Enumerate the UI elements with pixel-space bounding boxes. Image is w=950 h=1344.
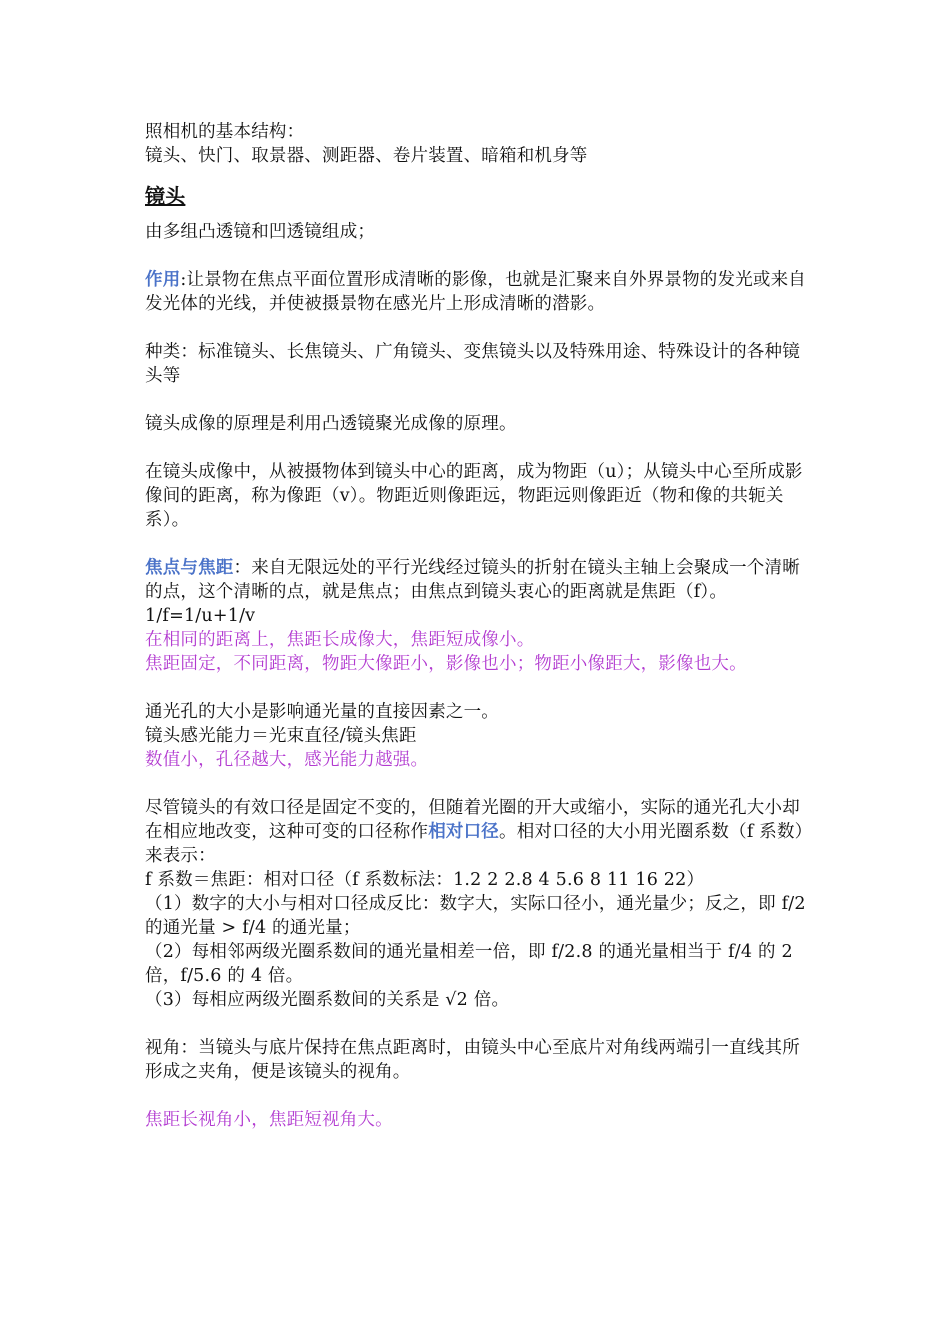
angle-note: 焦距长视角小，焦距短视角大。	[145, 1110, 393, 1130]
focus-paragraph	[145, 556, 810, 604]
focus-formula: 1/f=1/u+1/v	[145, 606, 256, 626]
focus-text: ：来自无限远处的平行光线经过镜头的折射在镜头主轴上会聚成一个清晰的点，这个清晰的点，就是焦点；由焦点到镜头衷心的距离就是焦距（f）。	[145, 558, 800, 602]
function-text: :让景物在焦点平面位置形成清晰的影像，也就是汇聚来自外界景物的发光或来自发光体的光线，并使被摄景物在感光片上形成清晰的潜影。	[145, 270, 806, 314]
focus-label: 焦点与焦距	[145, 558, 234, 578]
types-paragraph: 种类：标准镜头、长焦镜头、广角镜头、变焦镜头以及特殊用途、特殊设计的各种镜头等	[145, 342, 800, 386]
intro-line-1: 照相机的基本结构：	[145, 122, 305, 142]
composition-paragraph: 由多组凸透镜和凹透镜组成；	[145, 222, 376, 242]
rule-item-1: （1）数字的大小与相对口径成反比：数字大，实际口径小，通光量少；反之，即 f/2 的通光量 > f/4 的通光量；	[145, 894, 806, 938]
intro-line-2: 镜头、快门、取景器、测距器、卷片装置、暗箱和机身等	[145, 146, 588, 166]
function-label: 作用	[145, 270, 181, 290]
distance-paragraph: 在镜头成像中，从被摄物体到镜头中心的距离，成为物距（u）；从镜头中心至所成影像间的距离，称为像距（v）。物距近则像距远，物距远则像距近（物和像的共轭关系）。	[145, 462, 803, 530]
relative-aperture-paragraph	[145, 796, 810, 868]
focus-note-2: 焦距固定，不同距离，物距大像距小，影像也小；物距小像距大，影像也大。	[145, 654, 747, 674]
relative-text-after: 。相对口径的大小用光圈系数（f 系数）来表示：	[145, 822, 804, 866]
f-number-formula: f 系数＝焦距：相对口径（f 系数标法：1.2 2 2.8 4 5.6 8 11 16 22）	[145, 870, 705, 890]
aperture-note: 数值小，孔径越大，感光能力越强。	[145, 750, 429, 770]
section-heading: 镜头	[145, 184, 186, 208]
rule-item-3: （3）每相应两级光圈系数间的关系是 √2 倍。	[145, 990, 510, 1010]
relative-aperture-label: 相对口径	[428, 822, 500, 842]
focus-note-1: 在相同的距离上，焦距长成像大，焦距短成像小。	[145, 630, 535, 650]
aperture-line-1: 通光孔的大小是影响通光量的直接因素之一。	[145, 702, 499, 722]
document-body	[145, 120, 810, 1132]
principle-paragraph: 镜头成像的原理是利用凸透镜聚光成像的原理。	[145, 414, 517, 434]
rule-item-2: （2）每相邻两级光圈系数间的通光量相差一倍，即 f/2.8 的通光量相当于 f/4 的 2 倍，f/5.6 的 4 倍。	[145, 942, 793, 986]
angle-paragraph: 视角：当镜头与底片保持在焦点距离时，由镜头中心至底片对角线两端引一直线其所形成之夹角，便是该镜头的视角。	[145, 1038, 800, 1082]
aperture-line-2: 镜头感光能力＝光束直径/镜头焦距	[145, 726, 417, 746]
relative-text-before: 尽管镜头的有效口径是固定不变的，但随着光圈的开大或缩小，实际的通光孔大小却在相应地改变，这种可变的口径称作	[145, 798, 800, 842]
function-paragraph	[145, 268, 810, 316]
